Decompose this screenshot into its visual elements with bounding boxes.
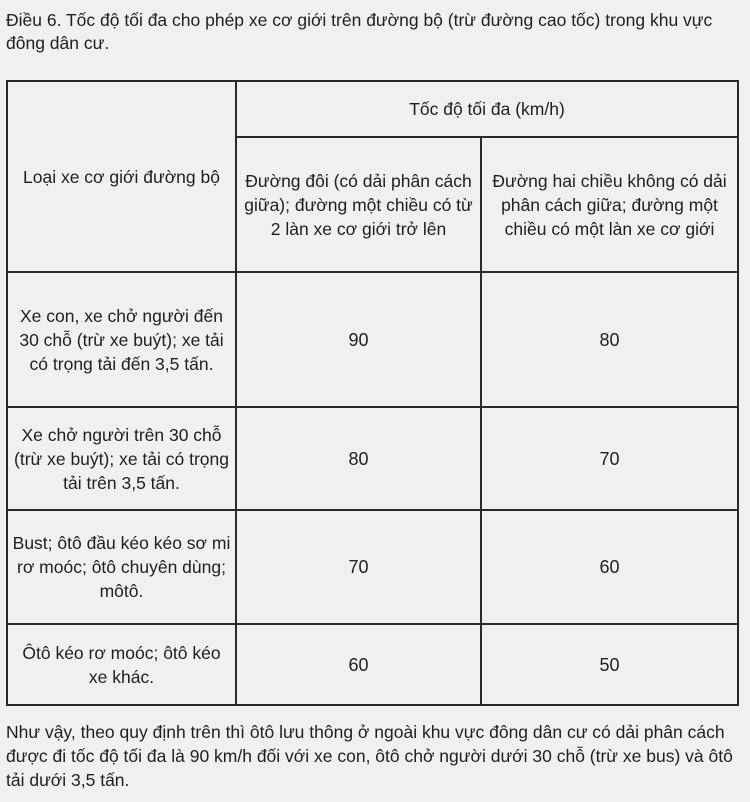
table-row bbox=[7, 624, 738, 705]
table-row bbox=[7, 510, 738, 624]
undivided-speed-cell: 50 bbox=[481, 624, 738, 705]
divided-speed-cell: 70 bbox=[236, 510, 481, 624]
vehicle-type-cell: Bust; ôtô đầu kéo kéo sơ mi rơ moóc; ôtô chuyên dùng; môtô. bbox=[7, 510, 236, 624]
table-header-row bbox=[7, 81, 738, 137]
conclusion-paragraph: Như vậy, theo quy định trên thì ôtô lưu thông ở ngoài khu vực đông dân cư có dải phân cách được đi tốc độ tối đa là 90 km/h đối với xe con, ôtô chở người dưới 30 chỗ (trừ xe bus) và ôtô tải dưới 3,5 tấn. bbox=[6, 722, 733, 790]
vehicle-type-header: Loại xe cơ giới đường bộ bbox=[7, 81, 236, 272]
vehicle-type-cell: Ôtô kéo rơ moóc; ôtô kéo xe khác. bbox=[7, 624, 236, 705]
undivided-speed-cell: 60 bbox=[481, 510, 738, 624]
speed-limit-table bbox=[6, 80, 739, 706]
article-heading: Điều 6. Tốc độ tối đa cho phép xe cơ giới trên đường bộ (trừ đường cao tốc) trong khu vực đông dân cư. bbox=[6, 10, 713, 53]
vehicle-type-cell: Xe chở người trên 30 chỗ (trừ xe buýt); xe tải có trọng tải trên 3,5 tấn. bbox=[7, 407, 236, 510]
undivided-road-header: Đường hai chiều không có dải phân cách giữa; đường một chiều có một làn xe cơ giới bbox=[481, 137, 738, 272]
divided-speed-cell: 80 bbox=[236, 407, 481, 510]
divided-road-header: Đường đôi (có dải phân cách giữa); đường một chiều có từ 2 làn xe cơ giới trở lên bbox=[236, 137, 481, 272]
max-speed-header: Tốc độ tối đa (km/h) bbox=[236, 81, 738, 137]
table-row bbox=[7, 272, 738, 407]
vehicle-type-cell: Xe con, xe chở người đến 30 chỗ (trừ xe buýt); xe tải có trọng tải đến 3,5 tấn. bbox=[7, 272, 236, 407]
table-row bbox=[7, 407, 738, 510]
undivided-speed-cell: 80 bbox=[481, 272, 738, 407]
undivided-speed-cell: 70 bbox=[481, 407, 738, 510]
divided-speed-cell: 90 bbox=[236, 272, 481, 407]
divided-speed-cell: 60 bbox=[236, 624, 481, 705]
